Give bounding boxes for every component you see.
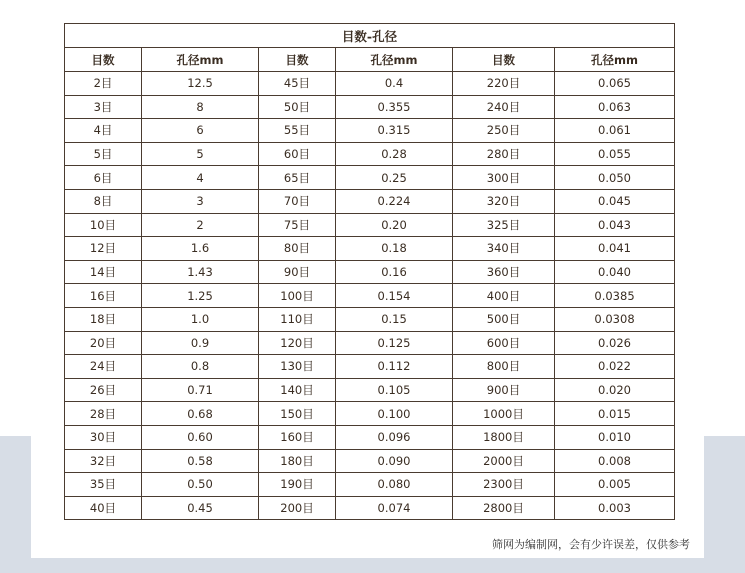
aperture-cell: 0.4 — [336, 72, 453, 96]
mesh-cell: 40目 — [65, 496, 142, 520]
aperture-cell: 0.105 — [336, 378, 453, 402]
column-header-aperture-2: 孔径mm — [336, 48, 453, 72]
aperture-cell: 0.096 — [336, 425, 453, 449]
aperture-cell: 3 — [142, 189, 259, 213]
aperture-cell: 0.71 — [142, 378, 259, 402]
aperture-cell: 0.050 — [555, 166, 675, 190]
mesh-cell: 32目 — [65, 449, 142, 473]
table-row — [65, 402, 675, 426]
aperture-cell: 0.28 — [336, 142, 453, 166]
table-row — [65, 260, 675, 284]
mesh-cell: 190目 — [259, 473, 336, 497]
aperture-cell: 1.25 — [142, 284, 259, 308]
aperture-cell: 12.5 — [142, 72, 259, 96]
mesh-cell: 14目 — [65, 260, 142, 284]
mesh-cell: 65目 — [259, 166, 336, 190]
aperture-cell: 0.0385 — [555, 284, 675, 308]
mesh-cell: 70目 — [259, 189, 336, 213]
mesh-cell: 150目 — [259, 402, 336, 426]
table-body — [65, 72, 675, 520]
mesh-cell: 4目 — [65, 119, 142, 143]
mesh-cell: 80目 — [259, 237, 336, 261]
table-row — [65, 166, 675, 190]
aperture-cell: 0.026 — [555, 331, 675, 355]
column-header-mesh-3: 目数 — [453, 48, 555, 72]
mesh-cell: 200目 — [259, 496, 336, 520]
table-row — [65, 237, 675, 261]
mesh-cell: 75目 — [259, 213, 336, 237]
mesh-cell: 10目 — [65, 213, 142, 237]
aperture-cell: 0.040 — [555, 260, 675, 284]
column-header-mesh-1: 目数 — [65, 48, 142, 72]
aperture-cell: 0.003 — [555, 496, 675, 520]
table-row — [65, 425, 675, 449]
aperture-cell: 0.090 — [336, 449, 453, 473]
mesh-cell: 250目 — [453, 119, 555, 143]
mesh-cell: 400目 — [453, 284, 555, 308]
mesh-cell: 26目 — [65, 378, 142, 402]
mesh-cell: 3目 — [65, 95, 142, 119]
aperture-cell: 0.008 — [555, 449, 675, 473]
aperture-cell: 0.0308 — [555, 307, 675, 331]
mesh-cell: 2000目 — [453, 449, 555, 473]
aperture-cell: 0.065 — [555, 72, 675, 96]
table-row — [65, 331, 675, 355]
mesh-cell: 16目 — [65, 284, 142, 308]
aperture-cell: 0.061 — [555, 119, 675, 143]
mesh-cell: 2目 — [65, 72, 142, 96]
mesh-cell: 2800目 — [453, 496, 555, 520]
mesh-cell: 600目 — [453, 331, 555, 355]
aperture-cell: 0.15 — [336, 307, 453, 331]
aperture-cell: 2 — [142, 213, 259, 237]
aperture-cell: 0.074 — [336, 496, 453, 520]
aperture-cell: 0.355 — [336, 95, 453, 119]
aperture-cell: 0.224 — [336, 189, 453, 213]
mesh-cell: 300目 — [453, 166, 555, 190]
aperture-cell: 0.080 — [336, 473, 453, 497]
aperture-cell: 0.154 — [336, 284, 453, 308]
mesh-cell: 130目 — [259, 355, 336, 379]
aperture-cell: 0.010 — [555, 425, 675, 449]
aperture-cell: 0.100 — [336, 402, 453, 426]
mesh-cell: 5目 — [65, 142, 142, 166]
mesh-cell: 160目 — [259, 425, 336, 449]
aperture-cell: 0.043 — [555, 213, 675, 237]
mesh-cell: 30目 — [65, 425, 142, 449]
mesh-cell: 45目 — [259, 72, 336, 96]
table-row — [65, 72, 675, 96]
mesh-cell: 220目 — [453, 72, 555, 96]
mesh-cell: 90目 — [259, 260, 336, 284]
table-row — [65, 496, 675, 520]
mesh-cell: 1000目 — [453, 402, 555, 426]
aperture-cell: 0.25 — [336, 166, 453, 190]
mesh-cell: 800目 — [453, 355, 555, 379]
aperture-cell: 0.20 — [336, 213, 453, 237]
aperture-cell: 0.60 — [142, 425, 259, 449]
mesh-cell: 1800目 — [453, 425, 555, 449]
aperture-cell: 8 — [142, 95, 259, 119]
mesh-cell: 900目 — [453, 378, 555, 402]
table-title: 目数-孔径 — [65, 24, 675, 48]
aperture-cell: 0.45 — [142, 496, 259, 520]
mesh-cell: 110目 — [259, 307, 336, 331]
table-row — [65, 378, 675, 402]
mesh-cell: 8目 — [65, 189, 142, 213]
mesh-cell: 28目 — [65, 402, 142, 426]
table-row — [65, 189, 675, 213]
table-row — [65, 142, 675, 166]
mesh-cell: 55目 — [259, 119, 336, 143]
mesh-cell: 140目 — [259, 378, 336, 402]
aperture-cell: 5 — [142, 142, 259, 166]
mesh-cell: 50目 — [259, 95, 336, 119]
mesh-cell: 320目 — [453, 189, 555, 213]
aperture-cell: 0.015 — [555, 402, 675, 426]
mesh-aperture-table — [64, 23, 675, 520]
mesh-cell: 6目 — [65, 166, 142, 190]
table-row — [65, 449, 675, 473]
aperture-cell: 0.020 — [555, 378, 675, 402]
mesh-cell: 24目 — [65, 355, 142, 379]
mesh-cell: 280目 — [453, 142, 555, 166]
mesh-cell: 100目 — [259, 284, 336, 308]
table-row — [65, 355, 675, 379]
mesh-cell: 60目 — [259, 142, 336, 166]
mesh-cell: 180目 — [259, 449, 336, 473]
mesh-cell: 12目 — [65, 237, 142, 261]
mesh-cell: 340目 — [453, 237, 555, 261]
table-row — [65, 473, 675, 497]
mesh-cell: 325目 — [453, 213, 555, 237]
column-header-mesh-2: 目数 — [259, 48, 336, 72]
table-row — [65, 95, 675, 119]
mesh-cell: 20目 — [65, 331, 142, 355]
footer-note: 筛网为编制网，会有少许误差，仅供参考 — [492, 538, 690, 551]
mesh-cell: 35目 — [65, 473, 142, 497]
aperture-cell: 0.315 — [336, 119, 453, 143]
mesh-cell: 360目 — [453, 260, 555, 284]
aperture-cell: 0.022 — [555, 355, 675, 379]
aperture-cell: 0.063 — [555, 95, 675, 119]
aperture-cell: 0.041 — [555, 237, 675, 261]
aperture-cell: 1.0 — [142, 307, 259, 331]
mesh-cell: 120目 — [259, 331, 336, 355]
table-row — [65, 284, 675, 308]
aperture-cell: 0.125 — [336, 331, 453, 355]
aperture-cell: 0.68 — [142, 402, 259, 426]
mesh-cell: 2300目 — [453, 473, 555, 497]
aperture-cell: 1.43 — [142, 260, 259, 284]
table-row — [65, 213, 675, 237]
aperture-cell: 1.6 — [142, 237, 259, 261]
aperture-cell: 4 — [142, 166, 259, 190]
aperture-cell: 0.005 — [555, 473, 675, 497]
table-row — [65, 307, 675, 331]
mesh-cell: 240目 — [453, 95, 555, 119]
aperture-cell: 0.045 — [555, 189, 675, 213]
mesh-cell: 18目 — [65, 307, 142, 331]
aperture-cell: 0.18 — [336, 237, 453, 261]
aperture-cell: 6 — [142, 119, 259, 143]
column-header-aperture-1: 孔径mm — [142, 48, 259, 72]
header-row — [65, 48, 675, 72]
aperture-cell: 0.055 — [555, 142, 675, 166]
aperture-cell: 0.9 — [142, 331, 259, 355]
aperture-cell: 0.16 — [336, 260, 453, 284]
aperture-cell: 0.58 — [142, 449, 259, 473]
aperture-cell: 0.112 — [336, 355, 453, 379]
aperture-cell: 0.50 — [142, 473, 259, 497]
aperture-cell: 0.8 — [142, 355, 259, 379]
column-header-aperture-3: 孔径mm — [555, 48, 675, 72]
mesh-cell: 500目 — [453, 307, 555, 331]
table-row — [65, 119, 675, 143]
